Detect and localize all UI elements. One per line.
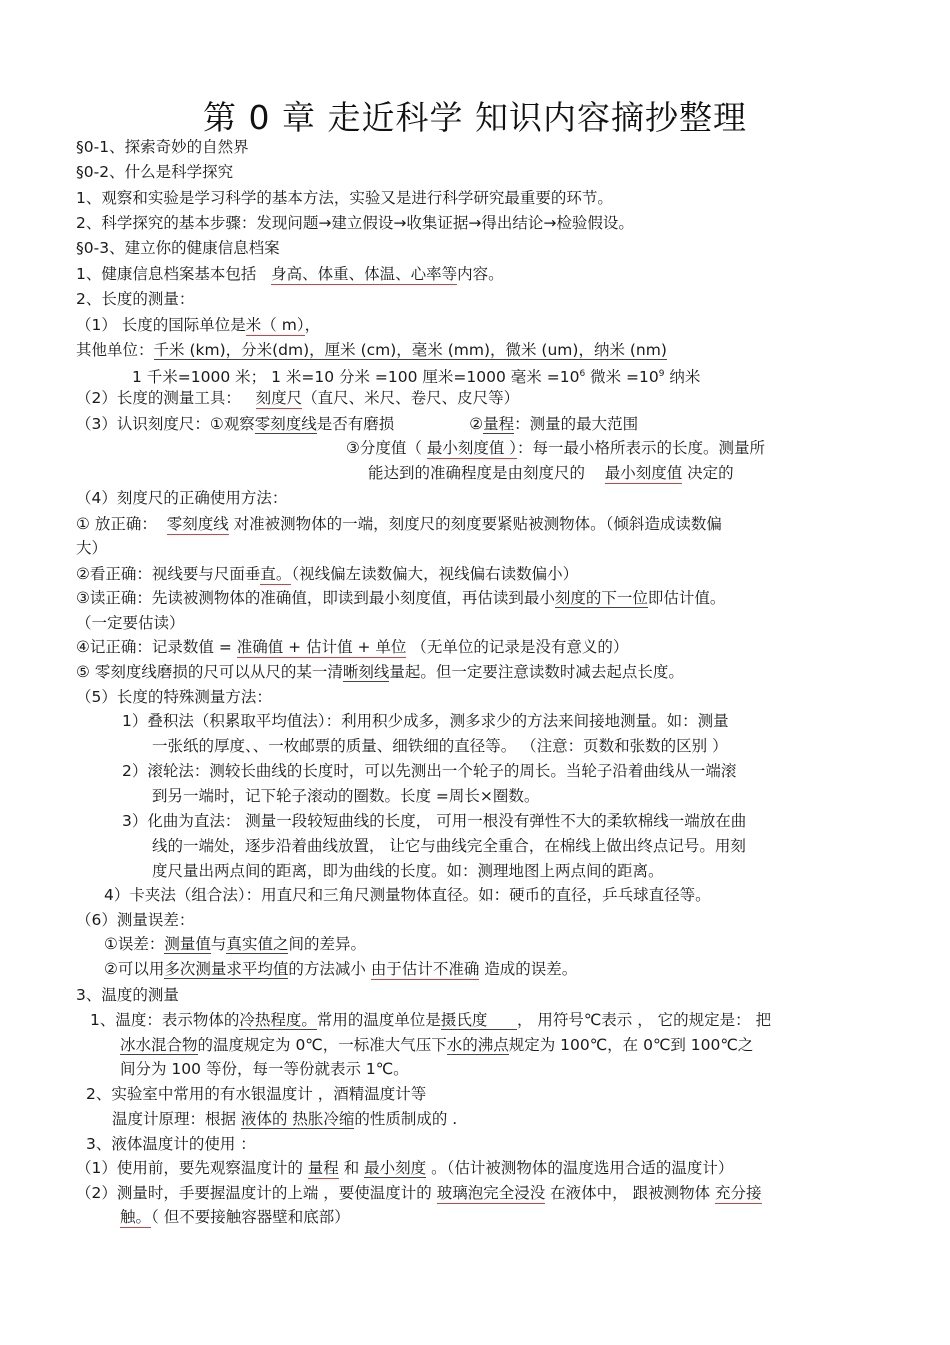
underlined-term: 触。 — [120, 1208, 152, 1226]
text-line: 到另一端时，记下轮子滚动的圈数。长度 =周长×圈数。 — [152, 787, 540, 805]
text-line: 其他单位：千米 (km)，分米(dm)，厘米 (cm)，毫米 (mm)，微米 (um)，纳米 (nm) — [76, 341, 667, 359]
underlined-term: 身高、体重、体温、心率等 — [271, 265, 458, 283]
underlined-term: 液体的 热胀冷缩 — [240, 1110, 355, 1128]
text-line: （5）长度的特殊测量方法： — [76, 688, 272, 706]
underlined-term: 零刻度线 — [254, 415, 317, 433]
text-line: （一定要估读） — [76, 614, 185, 632]
underlined-term: 米（ m） — [245, 316, 305, 334]
section-heading: §0-1、探索奇妙的自然界 — [76, 138, 249, 156]
text-line: ②可以用多次测量求平均值的方法减小 由于估计不准确 造成的误差。 — [104, 960, 578, 978]
text-line: 温度计原理：根据 液体的 热胀冷缩的性质制成的 . — [112, 1110, 458, 1128]
text-line: 2、实验室中常用的有水银温度计 ，酒精温度计等 — [86, 1085, 427, 1103]
text-line: （4）刻度尺的正确使用方法： — [76, 489, 288, 507]
underlined-term: 最小刻度值 ） — [426, 439, 518, 457]
text-line: （1）使用前，要先观察温度计的 量程 和 最小刻度 。（估计被测物体的温度选用合适的温度计） — [76, 1159, 734, 1177]
text-line: ③分度值（ 最小刻度值 ）：每一最小格所表示的长度。测量所 — [346, 439, 766, 457]
text-line: 4）卡夹法（组合法）：用直尺和三角尺测量物体直径。如：硬币的直径，乒乓球直径等。 — [104, 886, 711, 904]
underlined-term: 真实值之 — [226, 935, 289, 953]
underlined-term: 千米 (km)，分米(dm)，厘米 (cm)，毫米 (mm)，微米 (um)，纳米 (nm) — [153, 341, 667, 359]
text-line: ①误差：测量值与真实值之间的差异。 — [104, 935, 366, 953]
text-line: ③读正确：先读被测物体的准确值，即读到最小刻度值，再估读到最小刻度的下一位即估计值。 — [76, 589, 726, 607]
text-line: 度尺量出两点间的距离，即为曲线的长度。如：测理地图上两点间的距离。 — [152, 862, 664, 880]
text-line: 触。（ 但不要接触容器壁和底部） — [120, 1208, 350, 1226]
text-line: 3）化曲为直法： 测量一段较短曲线的长度， 可用一根没有弹性不大的柔软棉线一端放在曲 — [122, 812, 747, 830]
text-line: 2、科学探究的基本步骤：发现问题→建立假设→收集证据→得出结论→检验假设。 — [76, 214, 634, 232]
section-heading: §0-2、什么是科学探究 — [76, 163, 234, 181]
text-line: （1） 长度的国际单位是米（ m）， — [76, 316, 321, 334]
underlined-term: 玻璃泡完全浸没 — [436, 1184, 546, 1202]
section-heading: 3、温度的测量 — [76, 986, 179, 1004]
underlined-term: 最小刻度值 — [604, 464, 683, 482]
text-line: ④记正确：记录数值 = 准确值 + 估计值 + 单位 （无单位的记录是没有意义的） — [76, 638, 629, 656]
text-line: 线的一端处，逐步沿着曲线放置， 让它与曲线完全重合，在棉线上做出终点记号。用刻 — [152, 837, 746, 855]
text-line: 3、液体温度计的使用 ： — [86, 1135, 256, 1153]
underlined-term: 最小刻度 — [364, 1159, 427, 1177]
text-line: 能达到的准确程度是由刻度尺的 最小刻度值 决定的 — [368, 464, 734, 482]
section-heading: §0-3、建立你的健康信息档案 — [76, 239, 280, 257]
underlined-term: 量程 — [307, 1159, 339, 1177]
underlined-term: 冷热程度。 — [239, 1011, 317, 1029]
underlined-term: 刻度尺 — [255, 389, 303, 407]
text-line: 1）叠积法（积累取平均值法）：利用积少成多，测多求少的方法来间接地测量。如：测量 — [122, 712, 729, 730]
text-line: 2）滚轮法：测较长曲线的长度时，可以先测出一个轮子的周长。当轮子沿着曲线从一端滚 — [122, 762, 737, 780]
underlined-term: 零刻度线 — [166, 515, 229, 533]
text-line: （2）测量时，手要握温度计的上端 ，要使温度计的 玻璃泡完全浸没 在液体中， 跟被测物体 充分接 — [76, 1184, 762, 1202]
text-line: ②看正确：视线要与尺面垂直。（视线偏左读数偏大，视线偏右读数偏小） — [76, 565, 579, 583]
text-line: 1、健康信息档案基本包括 身高、体重、体温、心率等内容。 — [76, 265, 504, 283]
underlined-term: 由于估计不准确 — [370, 960, 480, 978]
underlined-term: 准确值 + 估计值 + 单位 — [236, 638, 407, 656]
text-line: 1、温度：表示物体的冷热程度。常用的温度单位是摄氏度 ， 用符号℃表示 ， 它的规定是： 把 — [90, 1011, 772, 1029]
underlined-term: 充分接 — [715, 1184, 762, 1202]
text-line: （2）长度的测量工具： 刻度尺（直尺、米尺、卷尺、皮尺等） — [76, 389, 520, 407]
text-line: 1 千米=1000 米； 1 米=10 分米 =100 厘米=1000 毫米 $=10^6$ 微米 $=10^9$ 纳米 — [132, 368, 701, 387]
text-line: （6）测量误差： — [76, 911, 195, 929]
underlined-term: 刻度的下一位 — [554, 589, 648, 607]
text-line: 1、观察和实验是学习科学的基本方法，实验又是进行科学研究最重要的环节。 — [76, 189, 613, 207]
underlined-term: 摄氏度 — [440, 1011, 517, 1029]
underlined-term: 测量值 — [164, 935, 211, 953]
underlined-term: 直。 — [260, 565, 292, 583]
text-line: ① 放正确： 零刻度线 对准被测物体的一端，刻度尺的刻度要紧贴被测物体。（倾斜造成读数偏 — [76, 515, 722, 533]
underlined-term: 晰刻线 — [342, 663, 390, 681]
text-line: 一张纸的厚度、、一枚邮票的质量、细铁细的直径等。 （注意：页数和张数的区别 ） — [152, 737, 728, 755]
page-title: 第 0 章 走近科学 知识内容摘抄整理 — [203, 98, 747, 137]
text-line: ⑤ 零刻度线磨损的尺可以从尺的某一清晰刻线量起。但一定要注意读数时减去起点长度。 — [76, 663, 684, 681]
text-line: 间分为 100 等份，每一等份就表示 1℃。 — [120, 1060, 409, 1078]
underlined-term: 量程 — [483, 415, 515, 433]
text-line: （3）认识刻度尺：①观察零刻度线是否有磨损 ②量程：测量的最大范围 — [76, 415, 639, 433]
text-line: 2、长度的测量： — [76, 290, 195, 308]
text-line: 大） — [76, 539, 108, 557]
underlined-term: 水的沸点 — [446, 1036, 509, 1054]
underlined-term: 冰水混合物 — [120, 1036, 198, 1054]
underlined-term: 多次测量求平均值 — [164, 960, 289, 978]
text-line: 冰水混合物的温度规定为 0℃，一标准大气压下水的沸点规定为 100℃，在 0℃到 100℃之 — [120, 1036, 754, 1054]
